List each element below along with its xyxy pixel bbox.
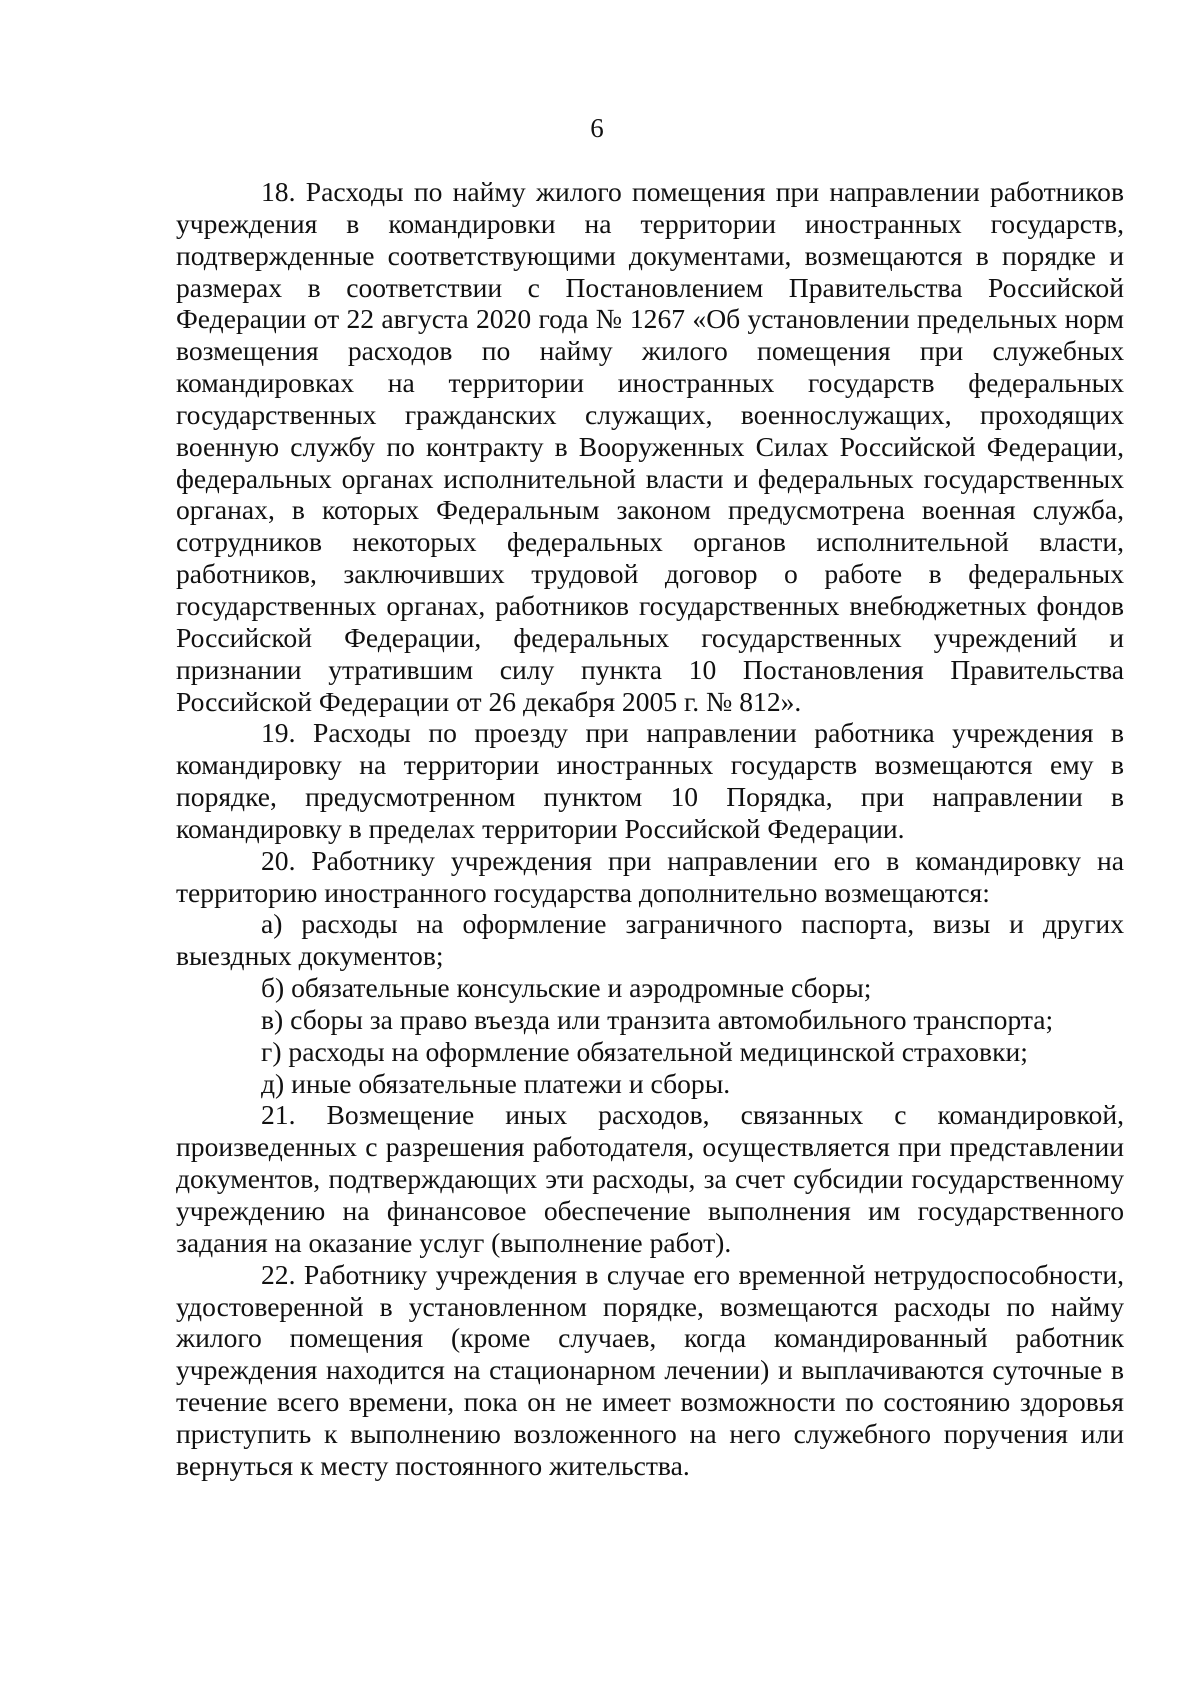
- paragraph-20: 20. Работнику учреждения при направлении его в командировку на территорию иностранного государства дополнительно возмещаются:: [176, 844, 1124, 908]
- list-item-v: в) сборы за право въезда или транзита автомобильного транспорта;: [261, 1003, 1054, 1035]
- document-body: [176, 176, 1124, 1482]
- list-item-g: г) расходы на оформление обязательной медицинской страховки;: [261, 1035, 1028, 1067]
- paragraph-18: 18. Расходы по найму жилого помещения при направлении работников учреждения в командировки на территории иностранных государств, подтвержденные соответствующими документами, возмещаются в порядке и размерах в соответствии с Постановлением Правительства Российской Федерации от 22 августа 2020 года № 1267 «Об установлении предельных норм возмещения расходов по найму жилого помещения при служебных командировках на территории иностранных государств федеральных государственных гражданских служащих, военнослужащих, проходящих военную службу по контракту в Вооруженных Силах Российской Федерации, федеральных органах исполнительной власти и федеральных государственных органах, в которых Федеральным законом предусмотрена военная служба, сотрудников некоторых федеральных органов исполнительной власти, работников, заключивших трудовой договор о работе в федеральных государственных органах, работников государственных внебюджетных фондов Российской Федерации, федеральных государственных учреждений и признании утратившим силу пункта 10 Постановления Правительства Российской Федерации от 26 декабря 2005 г. № 812».: [176, 176, 1124, 717]
- page-number: 6: [590, 113, 604, 143]
- list-item-d: д) иные обязательные платежи и сборы.: [261, 1067, 731, 1099]
- list-item-a: а) расходы на оформление заграничного паспорта, визы и других выездных документов;: [176, 908, 1124, 972]
- paragraph-19: 19. Расходы по проезду при направлении работника учреждения в командировку на территории иностранных государств возмещаются ему в порядке, предусмотренном пунктом 10 Порядка, при направлении в командировку в пределах территории Российской Федерации.: [176, 717, 1124, 844]
- list-item-b: б) обязательные консульские и аэродромные сборы;: [261, 972, 872, 1004]
- paragraph-21: 21. Возмещение иных расходов, связанных с командировкой, произведенных с разрешения работодателя, осуществляется при представлении документов, подтверждающих эти расходы, за счет субсидии государственному учреждению на финансовое обеспечение выполнения им государственного задания на оказание услуг (выполнение работ).: [176, 1099, 1124, 1258]
- paragraph-22: 22. Работнику учреждения в случае его временной нетрудоспособности, удостоверенной в установленном порядке, возмещаются расходы по найму жилого помещения (кроме случаев, когда командированный работник учреждения находится на стационарном лечении) и выплачиваются суточные в течение всего времени, пока он не имеет возможности по состоянию здоровья приступить к выполнению возложенного на него служебного поручения или вернуться к месту постоянного жительства.: [176, 1258, 1124, 1481]
